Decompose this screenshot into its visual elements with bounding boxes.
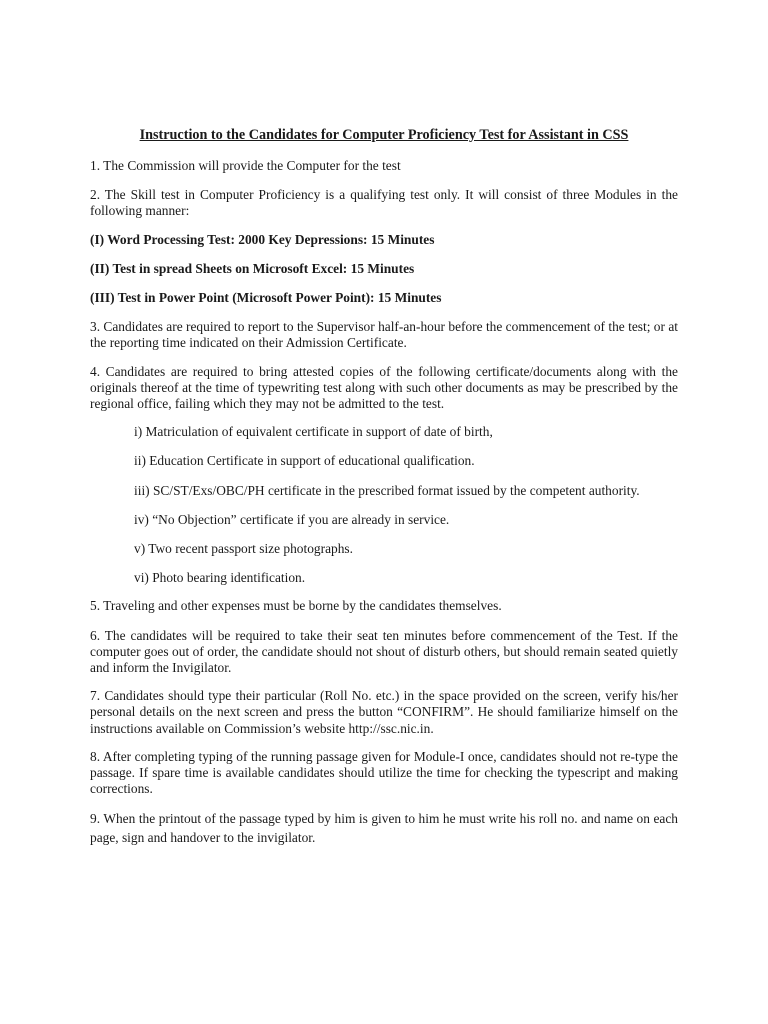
instruction-8: 8. After completing typing of the running passage given for Module-I once, candidates should not re-type the passage. If spare time is available candidates should utilize the time for checking the typescript and making corrections. xyxy=(90,748,678,797)
module-2: (II) Test in spread Sheets on Microsoft Excel: 15 Minutes xyxy=(90,260,415,276)
instruction-3: 3. Candidates are required to report to the Supervisor half-an-hour before the commencement of the test; or at the reporting time indicated on their Admission Certificate. xyxy=(90,319,678,351)
module-3: (III) Test in Power Point (Microsoft Power Point): 15 Minutes xyxy=(90,290,442,306)
instruction-2: 2. The Skill test in Computer Proficiency is a qualifying test only. It will consist of three Modules in the following manner: xyxy=(90,187,678,219)
instruction-1: 1. The Commission will provide the Computer for the test xyxy=(90,158,401,173)
document-list xyxy=(90,424,678,586)
document-list-item: iii) SC/ST/Exs/OBC/PH certificate in the prescribed format issued by the competent authority. xyxy=(134,482,640,498)
instruction-7: 7. Candidates should type their particular (Roll No. etc.) in the space provided on the screen, verify his/her personal details on the next screen and press the button “CONFIRM”. He should familiarize himself on the instructions available on Commission’s website http://ssc.nic.in. xyxy=(90,688,678,736)
instruction-6: 6. The candidates will be required to take their seat ten minutes before commencement of the Test. If the computer goes out of order, the candidate should not shout of disturb others, but should remain seated quietly and inform the Invigilator. xyxy=(90,627,678,676)
document-list-item: vi) Photo bearing identification. xyxy=(134,570,306,586)
module-1: (I) Word Processing Test: 2000 Key Depressions: 15 Minutes xyxy=(90,231,435,247)
document-list-item: ii) Education Certificate in support of educational qualification. xyxy=(134,453,475,469)
document-title: Instruction to the Candidates for Computer Proficiency Test for Assistant in CSS xyxy=(139,127,629,143)
instruction-9: 9. When the printout of the passage typed by him is given to him he must write his roll no. and name on each page, sign and handover to the invigilator. xyxy=(90,811,678,846)
document-list-item: v) Two recent passport size photographs. xyxy=(134,541,353,557)
instruction-5: 5. Traveling and other expenses must be borne by the candidates themselves. xyxy=(90,598,502,614)
document-list-item: i) Matriculation of equivalent certificate in support of date of birth, xyxy=(134,424,493,440)
instruction-4: 4. Candidates are required to bring attested copies of the following certificate/documents along with the originals thereof at the time of typewriting test along with such other documents as may be prescribed by the regional office, failing which they may not be admitted to the test. xyxy=(90,363,678,412)
document-list-item: iv) “No Objection” certificate if you are already in service. xyxy=(134,511,450,527)
